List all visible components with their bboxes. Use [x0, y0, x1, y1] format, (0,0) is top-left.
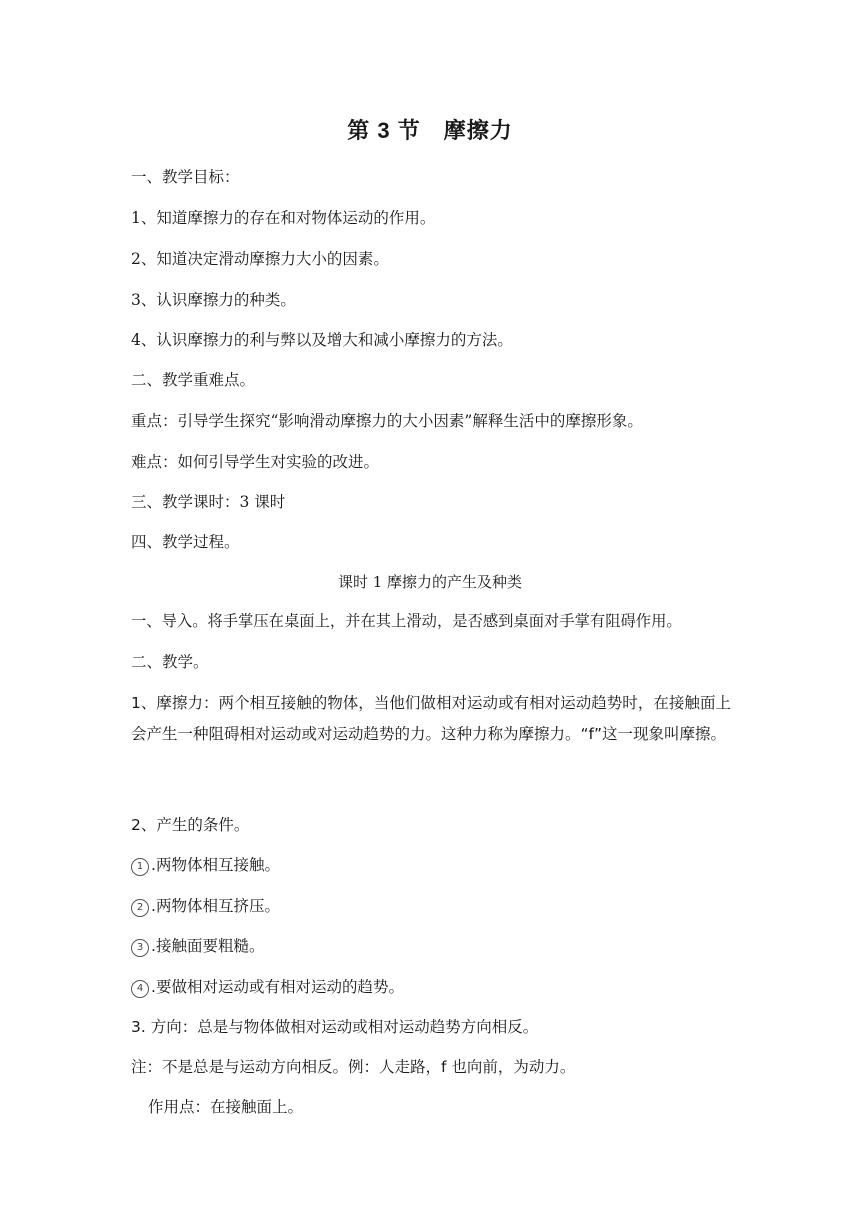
circled-number-3: 3: [131, 939, 149, 957]
objective-item-3: 3、认识摩擦力的种类。: [131, 291, 296, 309]
conditions-heading: 2、产生的条件。: [131, 816, 250, 834]
condition-text: 两物体相互挤压。: [155, 897, 280, 915]
objective-item-4: 4、认识摩擦力的利与弊以及增大和减小摩擦力的方法。: [131, 331, 513, 349]
objective-item-1: 1、知道摩擦力的存在和对物体运动的作用。: [131, 209, 436, 227]
intro-text: 一、导入。将手掌压在桌面上，并在其上滑动，是否感到桌面对手掌有阻碍作用。: [131, 612, 682, 630]
key-point-text: 重点：引导学生探究“影响滑动摩擦力的大小因素”解释生活中的摩擦形象。: [131, 412, 643, 430]
section-process-heading: 四、教学过程。: [131, 533, 240, 551]
circled-number-1: 1: [131, 858, 149, 876]
condition-text: 接触面要粗糙。: [155, 937, 265, 955]
condition-text: 两物体相互接触。: [155, 856, 280, 874]
list-separator: .: [151, 937, 156, 955]
lesson-1-title: 课时 1 摩擦力的产生及种类: [337, 573, 523, 591]
page-title: 第 3 节 摩擦力: [347, 118, 513, 143]
condition-item-2: [131, 896, 280, 917]
circled-number-4: 4: [131, 980, 149, 998]
teaching-heading: 二、教学。: [131, 653, 209, 671]
circled-number-2: 2: [131, 899, 149, 917]
friction-definition: 1、摩擦力：两个相互接触的物体，当他们做相对运动或有相对运动趋势时，在接触面上会产生一种阻碍相对运动或对运动趋势的力。这种力称为摩擦力。“f”这一现象叫摩擦。: [131, 694, 731, 743]
condition-item-4: [131, 977, 404, 998]
objective-item-2: 2、知道决定滑动摩擦力大小的因素。: [131, 250, 389, 268]
note-text: 注：不是总是与运动方向相反。例：人走路，f 也向前，为动力。: [131, 1058, 576, 1076]
list-separator: .: [151, 856, 156, 874]
section-key-points-heading: 二、教学重难点。: [131, 371, 256, 389]
list-separator: .: [151, 978, 156, 996]
direction-text: 3. 方向：总是与物体做相对运动或相对运动趋势方向相反。: [131, 1018, 539, 1036]
condition-item-1: [131, 855, 280, 876]
section-class-hours: 三、教学课时：3 课时: [131, 493, 286, 511]
list-separator: .: [151, 897, 156, 915]
action-point-text: 作用点：在接触面上。: [148, 1098, 304, 1116]
section-objectives-heading: 一、教学目标：: [131, 168, 240, 186]
condition-item-3: [131, 936, 264, 957]
condition-text: 要做相对运动或有相对运动的趋势。: [155, 978, 404, 996]
difficult-point-text: 难点：如何引导学生对实验的改进。: [131, 453, 380, 471]
